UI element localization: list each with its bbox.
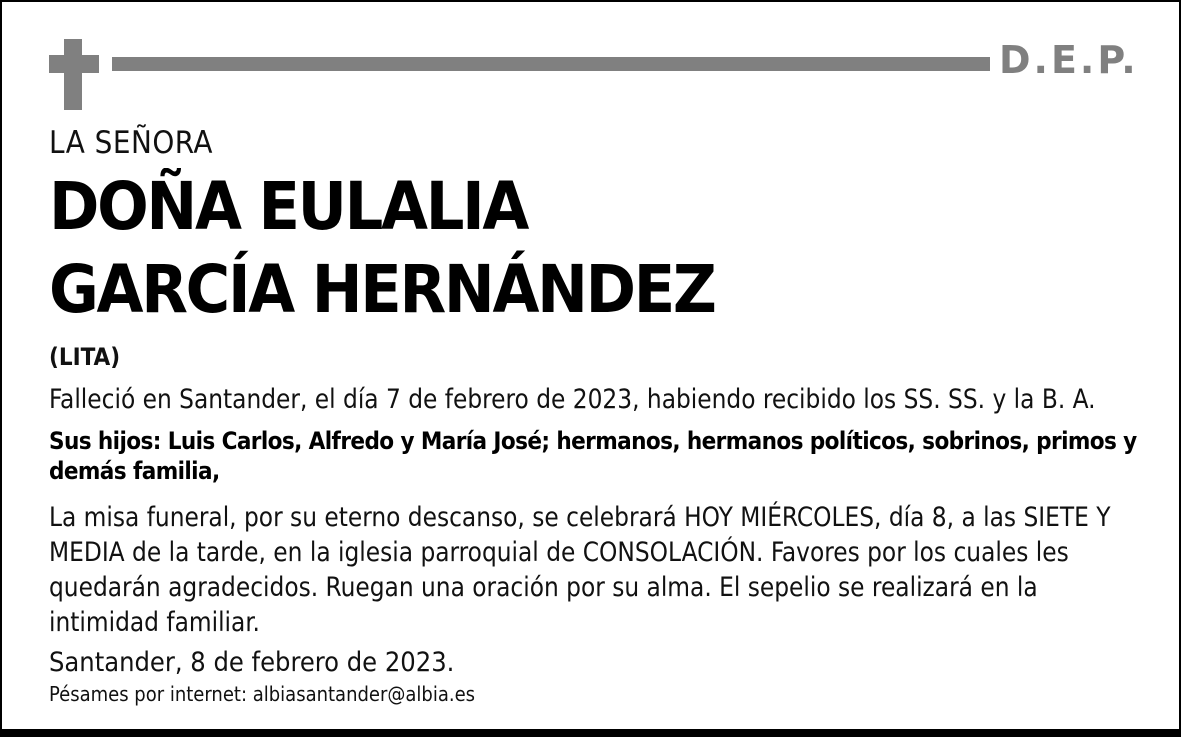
death-statement: Falleció en Santander, el día 7 de febrero de 2023, habiendo recibido los SS. SS. y la B. A. — [49, 384, 1096, 415]
dep-label: D.E.P. — [999, 38, 1139, 82]
title-prefix: LA SEÑORA — [49, 125, 213, 161]
deceased-alias: (LITA) — [49, 343, 121, 371]
condolences-contact: Pésames por internet: albiasantander@albia.es — [49, 682, 476, 706]
deceased-name-line-2: GARCÍA HERNÁNDEZ — [49, 251, 715, 328]
funeral-mass-details: La misa funeral, por su eterno descanso, se celebrará HOY MIÉRCOLES, día 8, a las SIETE Y MEDIA de la tarde, en la iglesia parroquial de CONSOLACIÓN. Favores por los cuales les quedarán agradecidos. Ruegan una oración por su alma. El sepelio se realizará en la intimidad familiar. — [49, 502, 1111, 638]
deceased-name-line-1: DOÑA EULALIA — [49, 168, 528, 245]
place-and-date: Santander, 8 de febrero de 2023. — [49, 647, 455, 678]
cross-horizontal-bar — [49, 55, 99, 73]
family-list: Sus hijos: Luis Carlos, Alfredo y María José; hermanos, hermanos políticos, sobrinos, primos y demás familia, — [49, 427, 1137, 485]
header-rule — [112, 57, 990, 71]
cross-vertical-bar — [64, 39, 82, 110]
